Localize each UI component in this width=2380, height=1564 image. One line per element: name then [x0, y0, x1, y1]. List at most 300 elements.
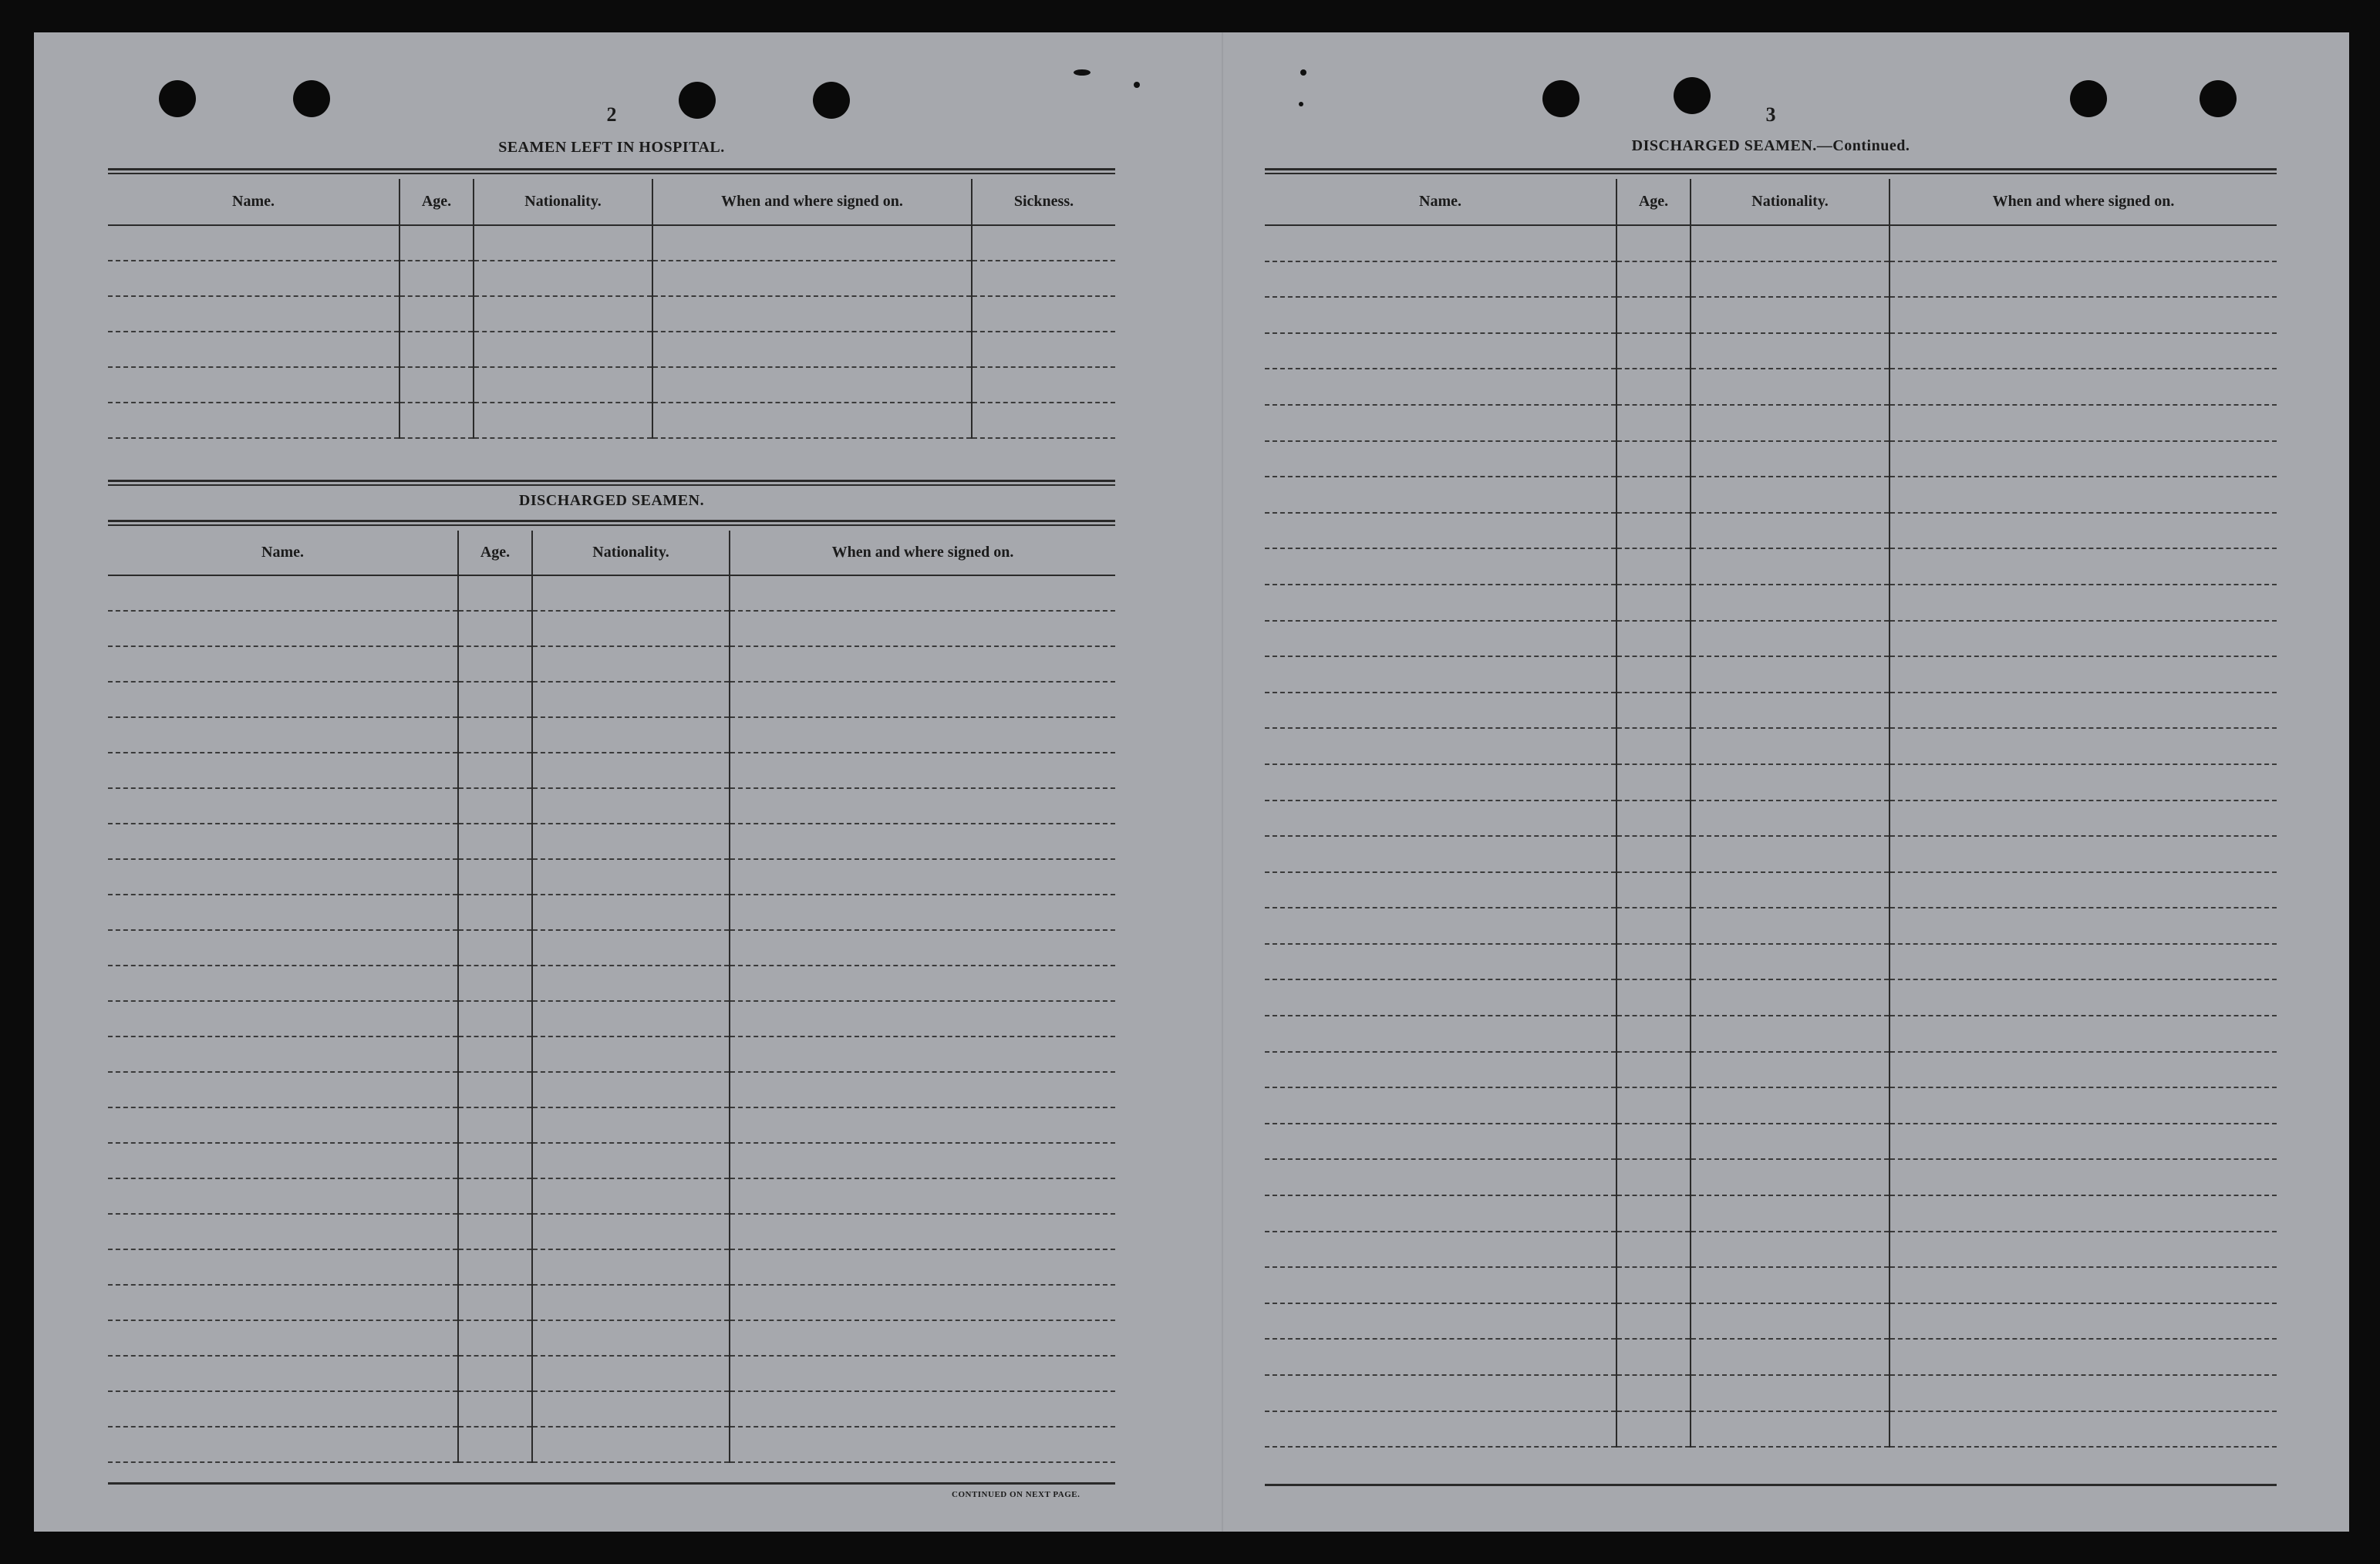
blank-form-cell: [1890, 728, 2277, 764]
blank-form-cell: [730, 753, 1115, 788]
blank-form-cell: [1691, 1195, 1890, 1232]
blank-form-cell: [1691, 1087, 1890, 1124]
discharged-table: [108, 531, 1115, 1463]
blank-form-cell: [458, 1107, 532, 1143]
column-header-signed-on: When and where signed on.: [1890, 179, 2277, 225]
blank-form-cell: [1691, 693, 1890, 729]
blank-form-cell: [1616, 908, 1691, 944]
blank-form-cell: [458, 1001, 532, 1036]
blank-form-cell: [532, 1391, 730, 1427]
blank-form-cell: [1265, 441, 1616, 477]
blank-form-row: [1265, 1339, 2277, 1375]
blank-form-cell: [532, 1107, 730, 1143]
section-title-discharged: DISCHARGED SEAMEN.: [518, 492, 705, 509]
blank-form-cell: [1265, 1087, 1616, 1124]
blank-form-cell: [108, 261, 399, 296]
blank-form-cell: [1890, 979, 2277, 1016]
column-header-nationality: Nationality.: [474, 179, 652, 225]
blank-form-row: [108, 1143, 1115, 1178]
column-header-sickness: Sickness.: [972, 179, 1115, 225]
blank-form-cell: [730, 859, 1115, 895]
column-header-age: Age.: [399, 179, 474, 225]
column-header-name: Name.: [108, 531, 458, 575]
column-header-age: Age.: [1616, 179, 1691, 225]
blank-form-cell: [532, 1249, 730, 1285]
blank-form-cell: [1890, 1375, 2277, 1411]
blank-form-cell: [972, 403, 1115, 438]
blank-form-cell: [1265, 728, 1616, 764]
blank-form-cell: [532, 1356, 730, 1391]
blank-form-cell: [1265, 656, 1616, 693]
blank-form-cell: [1265, 1375, 1616, 1411]
blank-form-cell: [458, 824, 532, 859]
blank-form-row: [108, 1356, 1115, 1391]
blank-form-cell: [108, 753, 458, 788]
blank-form-cell: [1890, 872, 2277, 908]
blank-form-row: [108, 966, 1115, 1001]
blank-form-cell: [1265, 872, 1616, 908]
blank-form-cell: [1890, 333, 2277, 369]
blank-form-cell: [1691, 297, 1890, 333]
blank-form-row: [1265, 1267, 2277, 1303]
blank-form-cell: [1691, 225, 1890, 261]
blank-form-cell: [1616, 1232, 1691, 1268]
blank-form-cell: [972, 332, 1115, 367]
blank-form-cell: [730, 575, 1115, 611]
blank-form-cell: [1890, 1232, 2277, 1268]
blank-form-row: [108, 1072, 1115, 1107]
bottom-rule: [1265, 1484, 2277, 1486]
blank-form-cell: [1691, 836, 1890, 872]
blank-form-cell: [730, 646, 1115, 682]
blank-form-row: [108, 1178, 1115, 1214]
blank-form-row: [108, 225, 1115, 261]
blank-form-cell: [108, 403, 399, 438]
blank-form-cell: [1616, 1159, 1691, 1195]
blank-form-row: [1265, 944, 2277, 980]
blank-form-cell: [1890, 1339, 2277, 1375]
blank-form-cell: [458, 859, 532, 895]
blank-form-cell: [730, 1036, 1115, 1072]
blank-form-cell: [1691, 656, 1890, 693]
blank-form-cell: [458, 930, 532, 966]
blank-form-cell: [1616, 297, 1691, 333]
blank-form-cell: [1890, 1267, 2277, 1303]
blank-form-cell: [1265, 405, 1616, 441]
blank-form-cell: [108, 966, 458, 1001]
blank-form-cell: [1890, 297, 2277, 333]
blank-form-cell: [1890, 944, 2277, 980]
blank-form-cell: [1265, 979, 1616, 1016]
blank-form-cell: [1691, 585, 1890, 621]
blank-form-row: [1265, 1124, 2277, 1160]
blank-form-cell: [730, 966, 1115, 1001]
blank-form-row: [1265, 801, 2277, 837]
double-rule: [108, 480, 1115, 486]
blank-form-row: [1265, 548, 2277, 585]
blank-form-row: [1265, 1232, 2277, 1268]
blank-form-cell: [108, 575, 458, 611]
blank-form-cell: [108, 859, 458, 895]
blank-form-cell: [730, 895, 1115, 930]
blank-form-cell: [1616, 872, 1691, 908]
blank-form-cell: [532, 895, 730, 930]
blank-form-cell: [1691, 477, 1890, 513]
blank-form-cell: [730, 788, 1115, 824]
blank-form-row: [108, 403, 1115, 438]
blank-form-cell: [1616, 656, 1691, 693]
blank-form-cell: [1616, 801, 1691, 837]
blank-form-cell: [1691, 1159, 1890, 1195]
blank-form-row: [108, 788, 1115, 824]
blank-form-cell: [1616, 477, 1691, 513]
blank-form-cell: [1265, 621, 1616, 657]
blank-form-cell: [1265, 1124, 1616, 1160]
blank-form-cell: [730, 1001, 1115, 1036]
blank-form-cell: [1691, 908, 1890, 944]
blank-form-cell: [1890, 1087, 2277, 1124]
blank-form-cell: [458, 1178, 532, 1214]
blank-form-row: [1265, 621, 2277, 657]
blank-form-cell: [108, 296, 399, 332]
page-number: 3: [1765, 103, 1776, 126]
blank-form-row: [1265, 513, 2277, 549]
blank-form-cell: [1265, 477, 1616, 513]
blank-form-cell: [1616, 1267, 1691, 1303]
blank-form-cell: [108, 682, 458, 717]
blank-form-cell: [1890, 513, 2277, 549]
blank-form-cell: [532, 1001, 730, 1036]
blank-form-cell: [108, 824, 458, 859]
blank-form-cell: [108, 1036, 458, 1072]
blank-form-cell: [1265, 1339, 1616, 1375]
blank-form-cell: [458, 646, 532, 682]
blank-form-cell: [730, 1214, 1115, 1249]
blank-form-cell: [1890, 1016, 2277, 1052]
blank-form-cell: [1890, 1124, 2277, 1160]
blank-form-cell: [1691, 1339, 1890, 1375]
column-header-nationality: Nationality.: [1691, 179, 1890, 225]
blank-form-row: [1265, 656, 2277, 693]
blank-form-cell: [1265, 261, 1616, 298]
blank-form-cell: [730, 1072, 1115, 1107]
blank-form-cell: [532, 646, 730, 682]
blank-form-cell: [730, 1249, 1115, 1285]
blank-form-cell: [458, 1249, 532, 1285]
blank-form-cell: [730, 717, 1115, 753]
blank-form-cell: [458, 1214, 532, 1249]
ink-speck: [1134, 82, 1140, 88]
blank-form-row: [108, 575, 1115, 611]
blank-form-cell: [1691, 513, 1890, 549]
blank-form-cell: [1265, 548, 1616, 585]
blank-form-cell: [399, 332, 474, 367]
blank-form-cell: [1616, 1411, 1691, 1448]
document-sheet: [34, 32, 2349, 1532]
blank-form-cell: [1265, 1303, 1616, 1340]
blank-form-cell: [1691, 801, 1890, 837]
blank-form-cell: [108, 332, 399, 367]
blank-form-cell: [1616, 441, 1691, 477]
blank-form-cell: [652, 225, 972, 261]
blank-form-cell: [458, 1072, 532, 1107]
blank-form-cell: [1265, 693, 1616, 729]
blank-form-cell: [1890, 1303, 2277, 1340]
blank-form-row: [108, 682, 1115, 717]
blank-form-row: [1265, 225, 2277, 261]
blank-form-cell: [532, 717, 730, 753]
blank-form-row: [108, 1036, 1115, 1072]
blank-form-row: [108, 1249, 1115, 1285]
blank-form-row: [1265, 836, 2277, 872]
section-title-discharged-continued: DISCHARGED SEAMEN.—Continued.: [1631, 137, 1910, 154]
blank-form-cell: [1890, 908, 2277, 944]
blank-form-cell: [458, 1391, 532, 1427]
blank-form-row: [1265, 297, 2277, 333]
blank-form-cell: [474, 225, 652, 261]
blank-form-cell: [399, 225, 474, 261]
blank-form-cell: [474, 296, 652, 332]
blank-form-cell: [108, 1214, 458, 1249]
blank-form-cell: [972, 296, 1115, 332]
blank-form-cell: [1890, 1195, 2277, 1232]
blank-form-cell: [108, 930, 458, 966]
discharged-continued-table: [1265, 179, 2277, 1448]
blank-form-cell: [458, 1143, 532, 1178]
blank-form-cell: [108, 1320, 458, 1356]
blank-form-cell: [399, 261, 474, 296]
blank-form-cell: [458, 575, 532, 611]
blank-form-cell: [474, 332, 652, 367]
blank-form-row: [1265, 369, 2277, 405]
blank-form-cell: [972, 261, 1115, 296]
blank-form-cell: [1691, 728, 1890, 764]
blank-form-cell: [1265, 1052, 1616, 1088]
blank-form-row: [108, 261, 1115, 296]
column-header-name: Name.: [1265, 179, 1616, 225]
blank-form-cell: [652, 296, 972, 332]
blank-form-cell: [1265, 1267, 1616, 1303]
blank-form-row: [1265, 1159, 2277, 1195]
blank-form-cell: [458, 1285, 532, 1320]
blank-form-row: [1265, 764, 2277, 801]
blank-form-cell: [458, 966, 532, 1001]
blank-form-cell: [1890, 405, 2277, 441]
double-rule: [1265, 168, 2277, 174]
blank-form-cell: [730, 1427, 1115, 1462]
blank-form-cell: [1265, 513, 1616, 549]
blank-form-row: [1265, 1016, 2277, 1052]
blank-form-cell: [1890, 621, 2277, 657]
blank-form-cell: [532, 1036, 730, 1072]
blank-form-cell: [1616, 944, 1691, 980]
blank-form-cell: [1890, 477, 2277, 513]
blank-form-cell: [108, 367, 399, 403]
blank-form-cell: [1890, 369, 2277, 405]
blank-form-cell: [1691, 621, 1890, 657]
blank-form-cell: [1890, 1411, 2277, 1448]
blank-form-cell: [532, 930, 730, 966]
column-header-nationality: Nationality.: [532, 531, 730, 575]
blank-form-cell: [1890, 836, 2277, 872]
blank-form-row: [1265, 1087, 2277, 1124]
blank-form-cell: [1265, 944, 1616, 980]
blank-form-cell: [1890, 656, 2277, 693]
blank-form-cell: [1890, 693, 2277, 729]
hospital-table: [108, 179, 1115, 439]
blank-form-row: [108, 1001, 1115, 1036]
blank-form-cell: [532, 1143, 730, 1178]
blank-form-cell: [399, 296, 474, 332]
blank-form-cell: [1890, 225, 2277, 261]
blank-form-row: [108, 332, 1115, 367]
blank-form-cell: [1616, 728, 1691, 764]
blank-form-row: [1265, 693, 2277, 729]
blank-form-cell: [1616, 225, 1691, 261]
blank-form-cell: [1265, 1411, 1616, 1448]
blank-form-cell: [730, 1107, 1115, 1143]
blank-form-cell: [458, 682, 532, 717]
continued-note: CONTINUED ON NEXT PAGE.: [952, 1490, 1080, 1499]
blank-form-row: [1265, 728, 2277, 764]
blank-form-cell: [532, 575, 730, 611]
blank-form-row: [108, 859, 1115, 895]
blank-form-cell: [108, 1178, 458, 1214]
blank-form-row: [108, 1427, 1115, 1462]
blank-form-row: [108, 611, 1115, 646]
blank-form-cell: [1691, 333, 1890, 369]
double-rule: [108, 168, 1115, 174]
blank-form-cell: [1616, 548, 1691, 585]
blank-form-cell: [1265, 908, 1616, 944]
blank-form-row: [108, 930, 1115, 966]
blank-form-cell: [730, 1356, 1115, 1391]
blank-form-cell: [1890, 1052, 2277, 1088]
blank-form-cell: [108, 1107, 458, 1143]
blank-form-cell: [532, 1320, 730, 1356]
blank-form-row: [1265, 333, 2277, 369]
blank-form-cell: [532, 611, 730, 646]
blank-form-cell: [108, 895, 458, 930]
blank-form-cell: [1691, 1303, 1890, 1340]
blank-form-row: [1265, 1303, 2277, 1340]
blank-form-cell: [1691, 1016, 1890, 1052]
blank-form-cell: [458, 1320, 532, 1356]
blank-form-cell: [652, 403, 972, 438]
blank-form-cell: [652, 261, 972, 296]
blank-form-cell: [972, 225, 1115, 261]
blank-form-row: [1265, 1195, 2277, 1232]
blank-form-cell: [1616, 621, 1691, 657]
blank-form-cell: [1691, 1052, 1890, 1088]
blank-form-cell: [532, 1214, 730, 1249]
blank-form-row: [108, 646, 1115, 682]
blank-form-row: [108, 367, 1115, 403]
blank-form-row: [1265, 1375, 2277, 1411]
column-header-signed-on: When and where signed on.: [652, 179, 972, 225]
blank-form-row: [1265, 477, 2277, 513]
blank-form-cell: [1691, 944, 1890, 980]
blank-form-cell: [1691, 441, 1890, 477]
blank-form-row: [108, 1320, 1115, 1356]
blank-form-cell: [730, 1320, 1115, 1356]
blank-form-row: [108, 1391, 1115, 1427]
blank-form-cell: [1691, 1411, 1890, 1448]
blank-form-cell: [1265, 225, 1616, 261]
blank-form-row: [1265, 872, 2277, 908]
blank-form-row: [108, 895, 1115, 930]
blank-form-cell: [1265, 585, 1616, 621]
blank-form-cell: [1265, 369, 1616, 405]
page-number: 2: [606, 103, 617, 126]
blank-form-cell: [1616, 585, 1691, 621]
blank-form-row: [108, 753, 1115, 788]
blank-form-row: [108, 824, 1115, 859]
ink-speck: [1074, 69, 1091, 76]
blank-form-row: [108, 717, 1115, 753]
blank-form-cell: [108, 1143, 458, 1178]
blank-form-cell: [1616, 979, 1691, 1016]
blank-form-row: [1265, 1411, 2277, 1448]
double-rule: [108, 520, 1115, 526]
blank-form-cell: [1890, 548, 2277, 585]
blank-form-cell: [1691, 405, 1890, 441]
blank-form-cell: [108, 717, 458, 753]
blank-form-cell: [730, 1391, 1115, 1427]
blank-form-row: [108, 1107, 1115, 1143]
blank-form-cell: [1691, 548, 1890, 585]
blank-form-cell: [532, 1427, 730, 1462]
blank-form-cell: [474, 367, 652, 403]
blank-form-cell: [1616, 369, 1691, 405]
blank-form-row: [1265, 585, 2277, 621]
blank-form-cell: [1265, 297, 1616, 333]
column-header-age: Age.: [458, 531, 532, 575]
blank-form-cell: [458, 611, 532, 646]
blank-form-cell: [1616, 1303, 1691, 1340]
blank-form-cell: [1691, 1375, 1890, 1411]
column-header-signed-on: When and where signed on.: [730, 531, 1115, 575]
blank-form-cell: [399, 403, 474, 438]
blank-form-cell: [1265, 1195, 1616, 1232]
blank-form-cell: [1616, 1052, 1691, 1088]
blank-form-cell: [1616, 693, 1691, 729]
blank-form-cell: [474, 403, 652, 438]
blank-form-cell: [458, 1427, 532, 1462]
blank-form-cell: [108, 1249, 458, 1285]
blank-form-cell: [1890, 801, 2277, 837]
blank-form-cell: [108, 1285, 458, 1320]
blank-form-cell: [1616, 405, 1691, 441]
blank-form-row: [108, 1285, 1115, 1320]
blank-form-cell: [532, 966, 730, 1001]
blank-form-cell: [108, 1072, 458, 1107]
blank-form-cell: [532, 1285, 730, 1320]
blank-form-cell: [1265, 333, 1616, 369]
blank-form-cell: [1890, 261, 2277, 298]
blank-form-cell: [458, 753, 532, 788]
blank-form-cell: [1691, 369, 1890, 405]
blank-form-cell: [532, 753, 730, 788]
blank-form-cell: [1616, 1016, 1691, 1052]
blank-form-cell: [1265, 836, 1616, 872]
blank-form-cell: [1265, 1016, 1616, 1052]
blank-form-cell: [1890, 1159, 2277, 1195]
blank-form-cell: [1265, 1232, 1616, 1268]
blank-form-cell: [1616, 333, 1691, 369]
page-fold: [1222, 32, 1223, 1532]
blank-form-cell: [1691, 764, 1890, 801]
